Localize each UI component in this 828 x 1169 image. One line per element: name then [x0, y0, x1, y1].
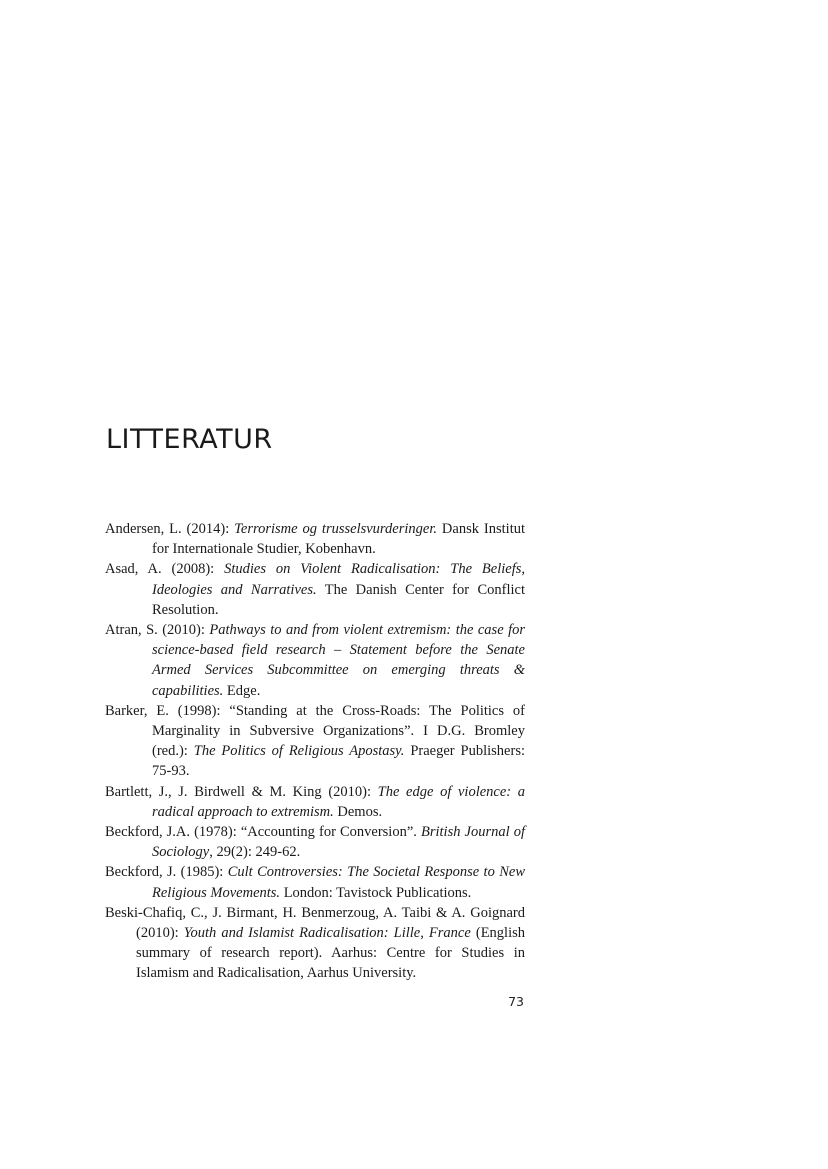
reference-details: Demos. — [333, 803, 383, 820]
reference-details: Dansk Institut for Internationale Studier, Kobenhavn. — [152, 521, 526, 558]
reference-entry — [105, 559, 525, 620]
reference-entry — [105, 701, 525, 782]
section-heading: LITTERATUR — [106, 424, 273, 455]
reference-details: , 29(2): 249-62. — [209, 844, 301, 861]
reference-entry — [105, 822, 525, 862]
reference-title: Cult Controversies: The Societal Response to New Religious Movements. — [152, 864, 525, 901]
reference-details: Praeger Publishers: 75-93. — [152, 743, 525, 780]
reference-entry — [105, 862, 525, 902]
reference-title: The Politics of Religious Apostasy. — [193, 743, 405, 760]
reference-title: Terrorisme og trusselsvurderinger. — [234, 521, 437, 537]
reference-title: Youth and Islamist Radicalisation: Lille, France — [183, 925, 471, 942]
reference-title: British Journal of Sociology — [152, 824, 525, 861]
reference-author: Asad, A. (2008): — [105, 561, 225, 578]
reference-author: Beski-Chafiq, C., J. Birmant, H. Benmerzoug, A. Taibi & A. Goignard (2010): — [105, 904, 525, 942]
reference-author: Atran, S. (2010): — [105, 622, 210, 639]
reference-author: Bartlett, J., J. Birdwell & M. King (2010): — [105, 783, 378, 800]
reference-entry — [105, 620, 525, 701]
reference-entry — [105, 782, 525, 822]
reference-details: The Danish Center for Conflict Resolution. — [152, 581, 525, 618]
page-number: 73 — [508, 994, 524, 1009]
reference-title: Studies on Violent Radicalisation: The Beliefs, Ideologies and Narratives. — [152, 561, 525, 598]
reference-details: Edge. — [223, 682, 261, 699]
reference-entry — [105, 903, 525, 984]
reference-author: Andersen, L. (2014): — [105, 521, 235, 537]
reference-title: Pathways to and from violent extremism: the case for science-based field research – Statement before the Senate Armed Services Subcommittee on emerging threats & capabilities. — [152, 622, 525, 699]
reference-author: Barker, E. (1998): “Standing at the Cross-Roads: The Politics of Marginality in Subversive Organizations”. I D.G. Bromley (red.): — [105, 702, 525, 760]
reference-title: The edge of violence: a radical approach to extremism. — [152, 783, 526, 820]
reference-entry — [105, 519, 525, 559]
reference-list — [105, 519, 525, 984]
reference-author: Beckford, J.A. (1978): “Accounting for Conversion”. — [105, 824, 421, 841]
reference-details: (English summary of research report). Aarhus: Centre for Studies in Islamism and Radicalisation, Aarhus University. — [136, 925, 526, 982]
reference-details: London: Tavistock Publications. — [280, 884, 472, 901]
reference-author: Beckford, J. (1985): — [105, 864, 228, 881]
